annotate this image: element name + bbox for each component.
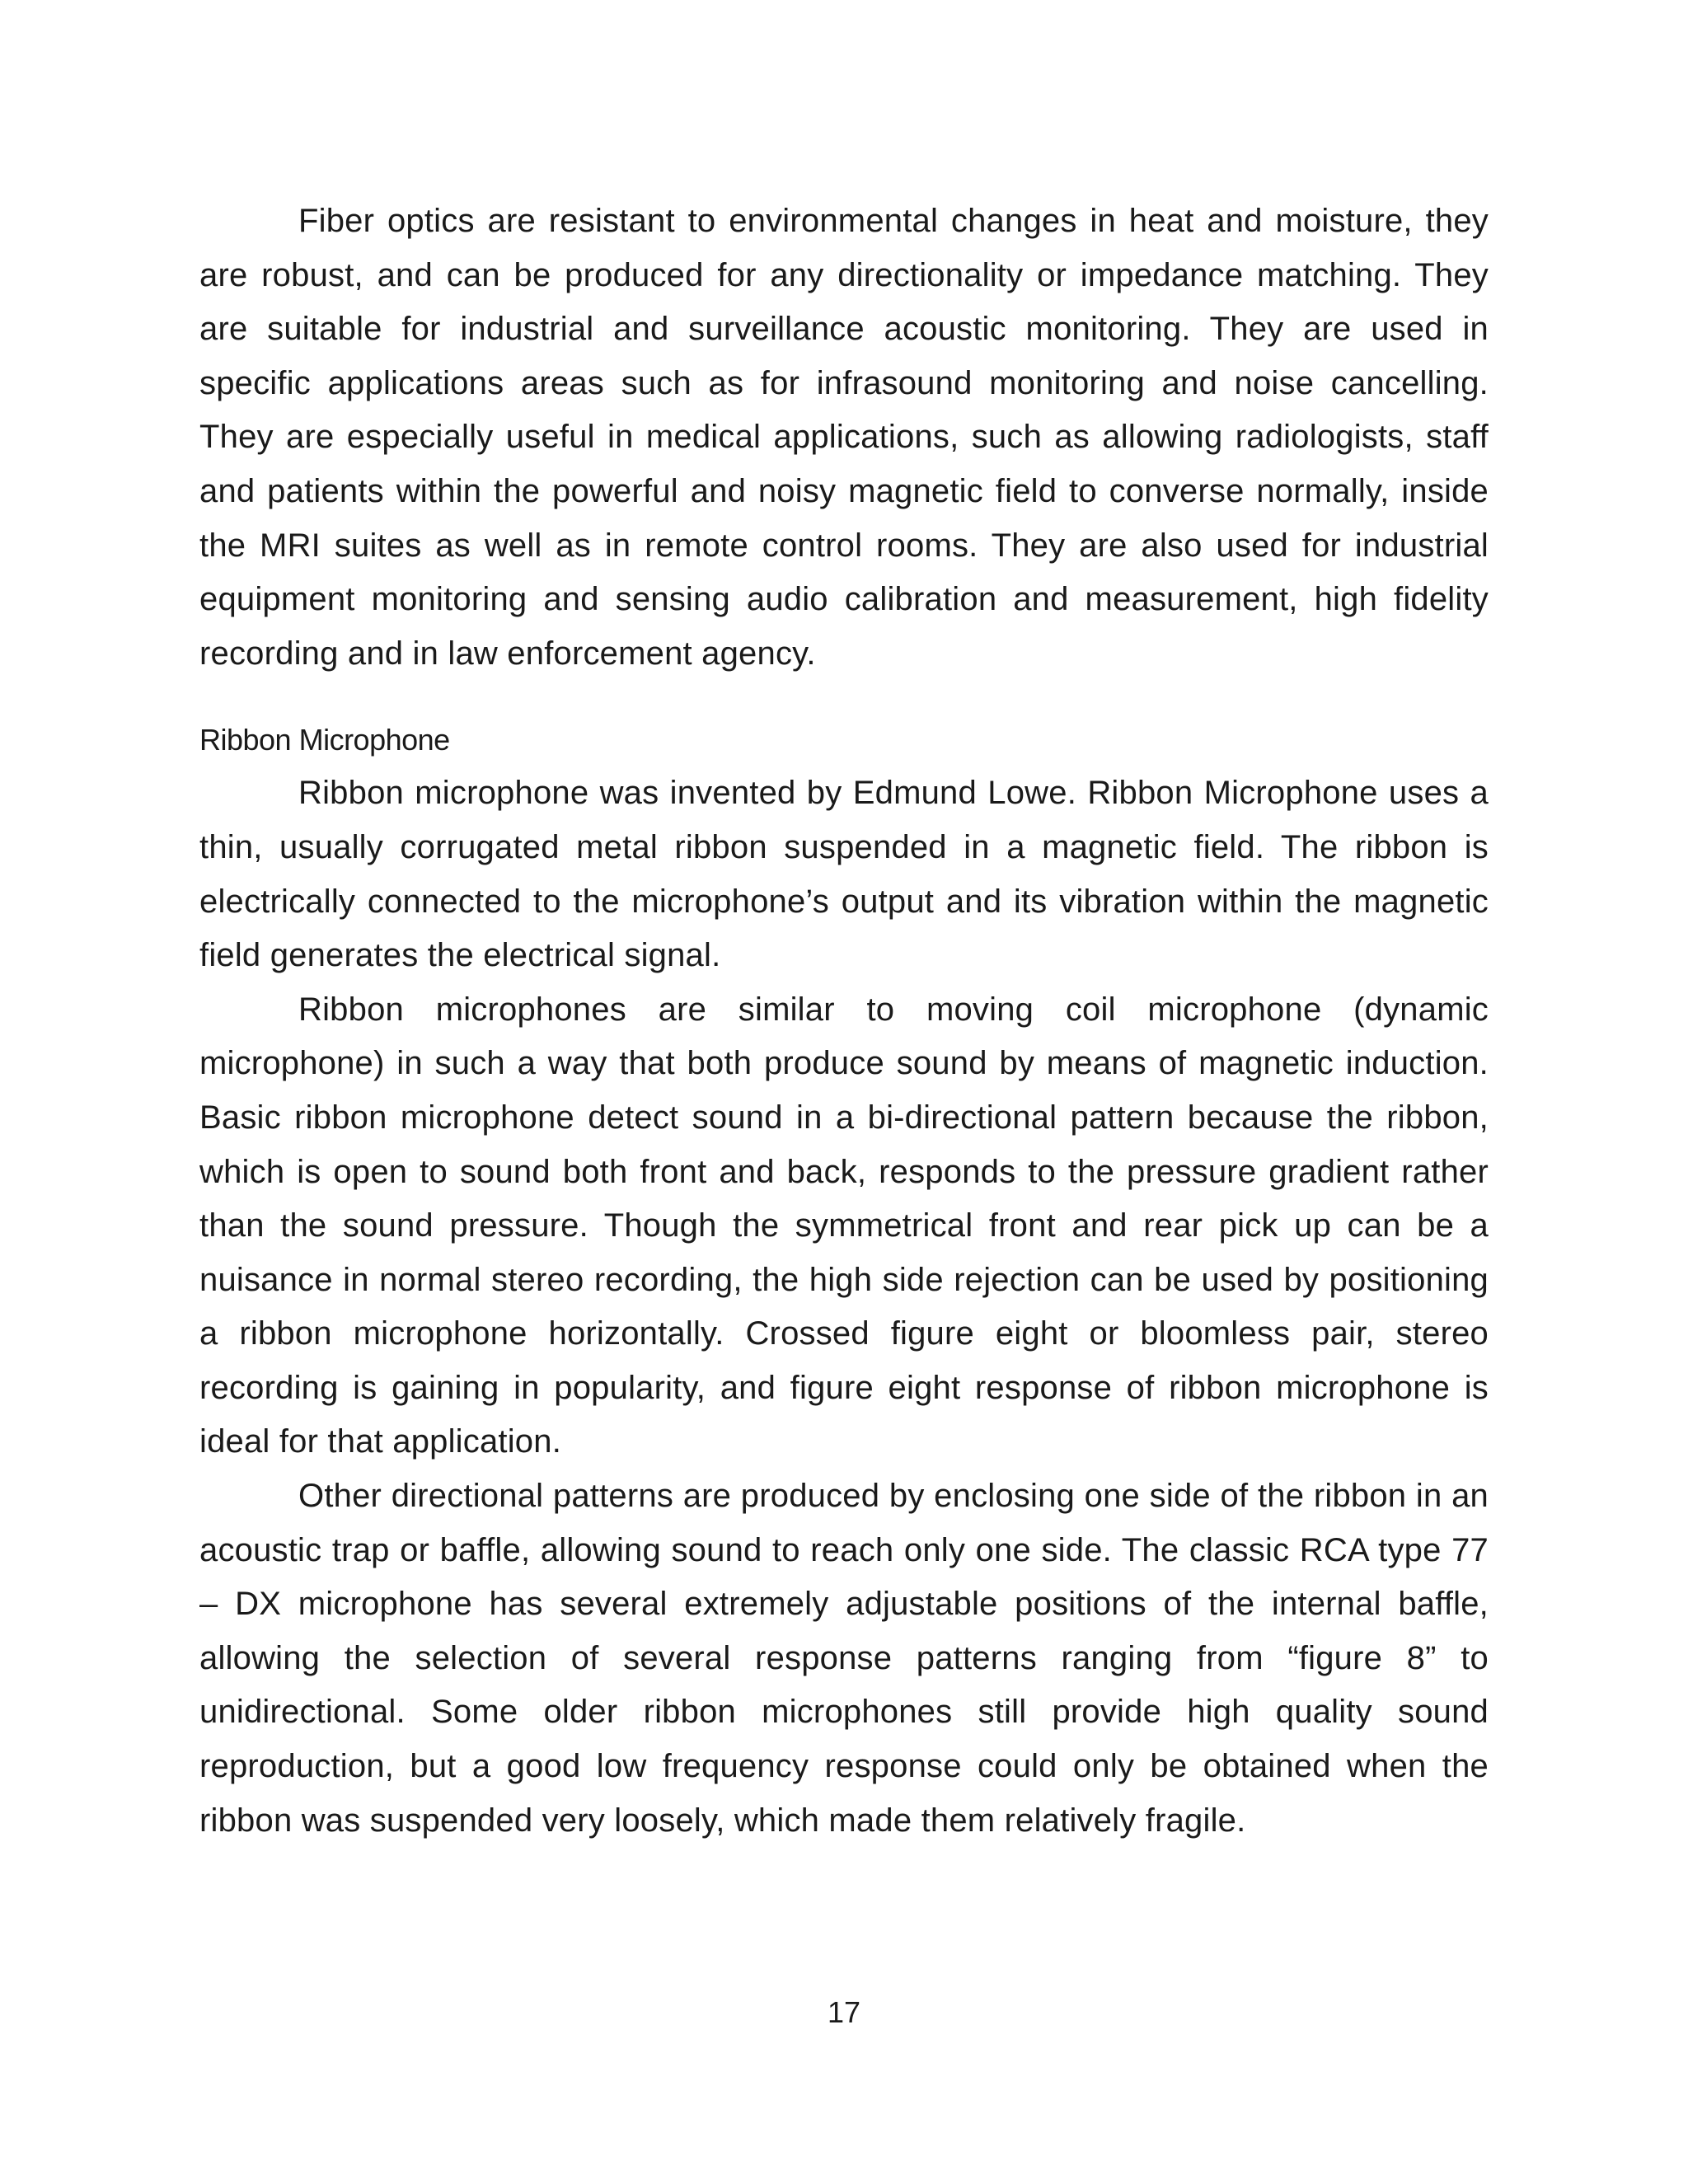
section-paragraph: Ribbon microphones are similar to moving coil microphone (dynamic microphone) in such a way that both produce sound by means of magnetic induction. Basic ribbon microphone detect sound in a bi-directional pattern because the ribbon, which is open to sound both front and back, responds to the pressure gradient rather than the sound pressure. Though the symmetrical front and rear pick up can be a nuisance in normal stereo recording, the high side rejection can be used by positioning a ribbon microphone horizontally. Crossed figure eight or bloomless pair, stereo recording is gaining in popularity, and figure eight response of ribbon microphone is ideal for that application. [199,991,1489,1460]
section-heading: Ribbon Microphone [199,723,450,757]
page-body [199,194,1489,1848]
section-paragraph: Ribbon microphone was invented by Edmund Lowe. Ribbon Microphone uses a thin, usually corrugated metal ribbon suspended in a magnetic field. The ribbon is electrically connected to the microphone’s output and its vibration within the magnetic field generates the electrical signal. [199,775,1489,974]
section-paragraph: Other directional patterns are produced by enclosing one side of the ribbon in an acoustic trap or baffle, allowing sound to reach only one side. The classic RCA type 77 – DX microphone has several extremely adjustable positions of the internal baffle, allowing the selection of several response patterns ranging from “figure 8” to unidirectional. Some older ribbon microphones still provide high quality sound reproduction, but a good low frequency response could only be obtained when the ribbon was suspended very loosely, which made them relatively fragile. [199,1478,1489,1839]
intro-paragraph: Fiber optics are resistant to environmental changes in heat and moisture, they are robust, and can be produced for any directionality or impedance matching. They are suitable for industrial and surveillance acoustic monitoring. They are used in specific applications areas such as for infrasound monitoring and noise cancelling. They are especially useful in medical applications, such as allowing radiologists, staff and patients within the powerful and noisy magnetic field to converse normally, inside the MRI suites as well as in remote control rooms. They are also used for industrial equipment monitoring and sensing audio calibration and measurement, high fidelity recording and in law enforcement agency. [199,203,1489,672]
page-number: 17 [827,1995,861,2029]
